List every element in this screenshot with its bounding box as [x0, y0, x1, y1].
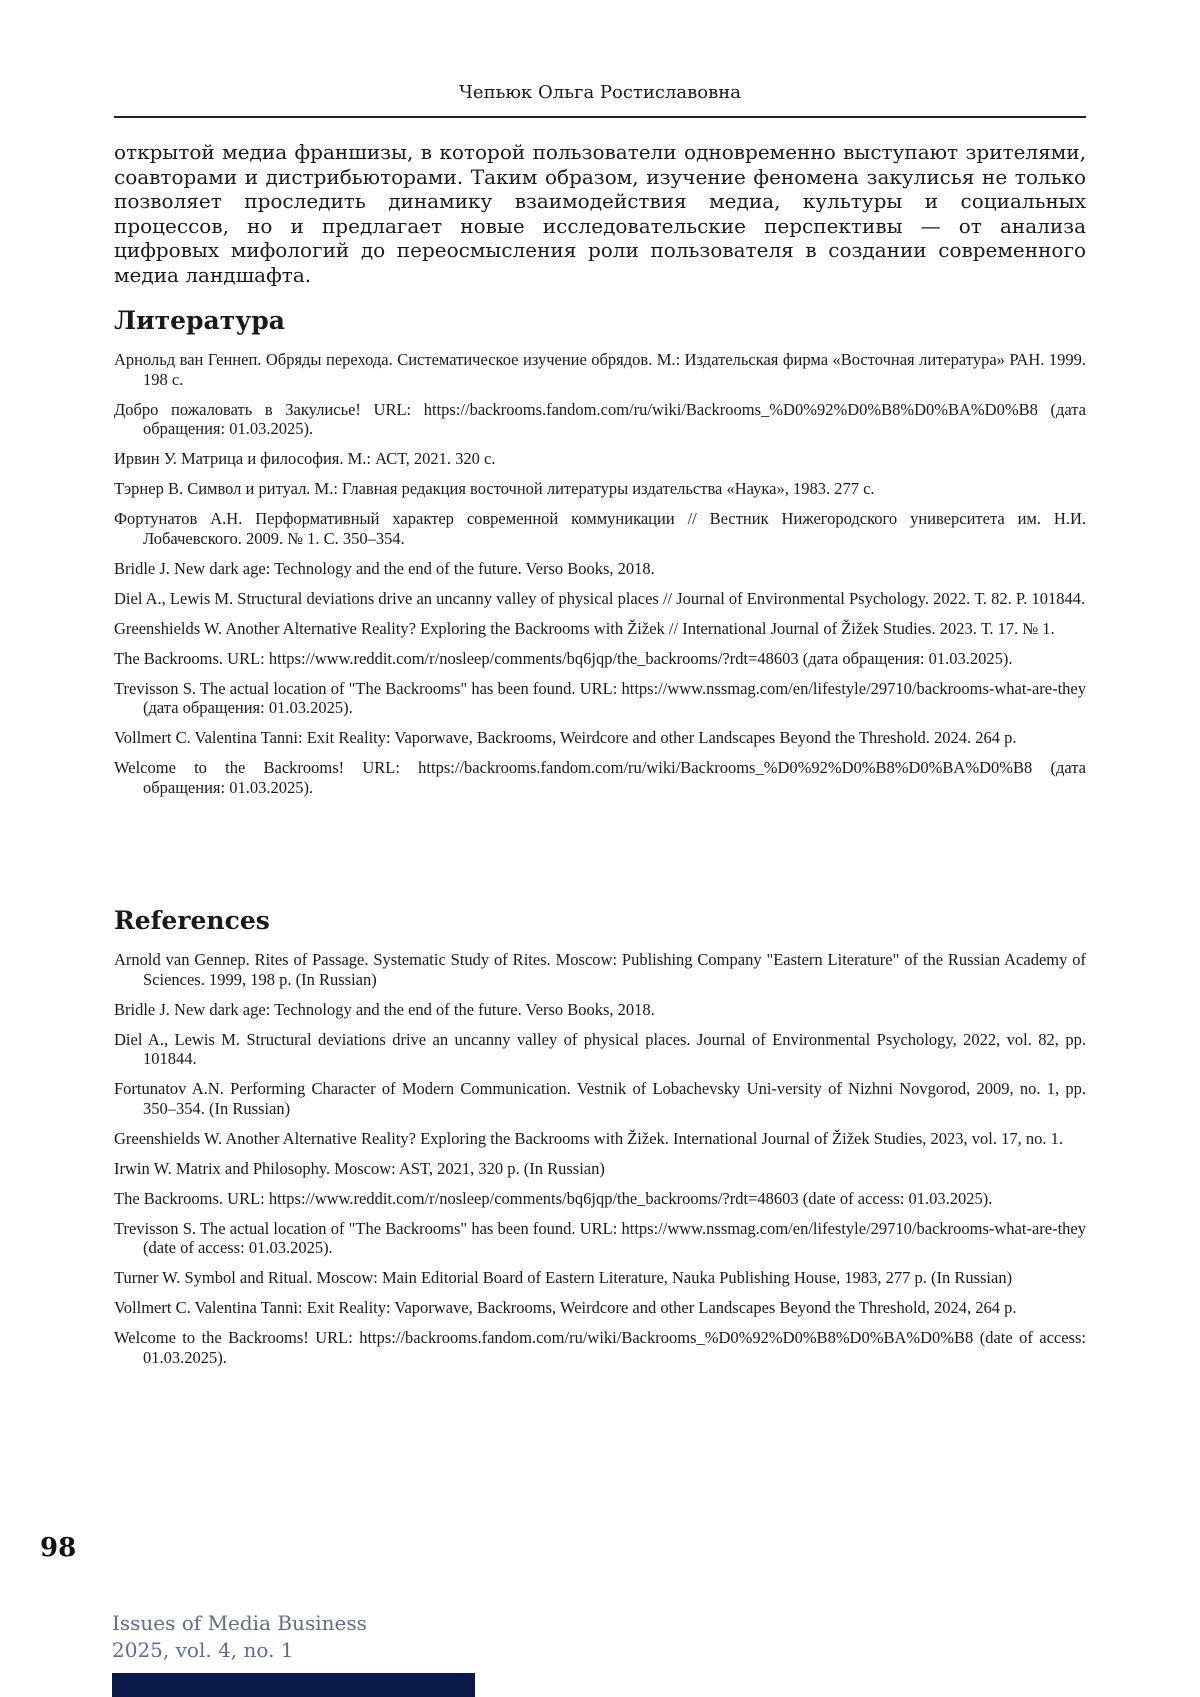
literature-item: Ирвин У. Матрица и философия. М.: АСТ, 2021. 320 с. [114, 449, 1086, 469]
journal-name: Issues of Media Business [112, 1611, 367, 1635]
reference-item: Turner W. Symbol and Ritual. Moscow: Main Editorial Board of Eastern Literature, Nauka Publishing House, 1983, 277 p. (In Russian) [114, 1268, 1086, 1288]
reference-item: Arnold van Gennep. Rites of Passage. Systematic Study of Rites. Moscow: Publishing Company "Eastern Literature" of the Russian Academy of Sciences. 1999, 198 p. (In Russian) [114, 950, 1086, 989]
reference-item: Welcome to the Backrooms! URL: https://backrooms.fandom.com/ru/wiki/Backrooms_%D0%92%D0%B8%D0%BA%D0%B8 (date of access: 01.03.2025). [114, 1328, 1086, 1367]
literature-item: Greenshields W. Another Alternative Reality? Exploring the Backrooms with Žižek // International Journal of Žižek Studies. 2023. Т. 17. № 1. [114, 619, 1086, 639]
literature-heading: Литература [114, 306, 1086, 335]
literature-item: Bridle J. New dark age: Technology and the end of the future. Verso Books, 2018. [114, 559, 1086, 579]
running-head-author: Чепьюк Ольга Ростиславовна [114, 82, 1086, 103]
literature-item: Фортунатов А.Н. Перформативный характер современной коммуникации // Вестник Нижегородского университета им. Н.И. Лобачевского. 2009. № 1. С. 350–354. [114, 509, 1086, 548]
header-rule [114, 116, 1086, 118]
literature-item: Vollmert C. Valentina Tanni: Exit Reality: Vaporwave, Backrooms, Weirdcore and other Landscapes Beyond the Threshold. 2024. 264 p. [114, 728, 1086, 748]
body-paragraph: открытой медиа франшизы, в которой пользователи одновременно выступают зрителями, соавторами и дистрибьюторами. Таким образом, изучение феномена закулисья не только позволяет проследить динамику взаимодействия медиа, культуры и социальных процессов, но и предлагает новые исследовательские перспективы — от анализа цифровых мифологий до переосмысления роли пользователя в создании современного медиа ландшафта. [114, 140, 1086, 288]
literature-item: Welcome to the Backrooms! URL: https://backrooms.fandom.com/ru/wiki/Backrooms_%D0%92%D0%B8%D0%BA%D0%B8 (дата обращения: 01.03.2025). [114, 758, 1086, 797]
reference-item: Irwin W. Matrix and Philosophy. Moscow: AST, 2021, 320 p. (In Russian) [114, 1159, 1086, 1179]
reference-item: Vollmert C. Valentina Tanni: Exit Reality: Vaporwave, Backrooms, Weirdcore and other Landscapes Beyond the Threshold, 2024, 264 p. [114, 1298, 1086, 1318]
literature-item: Добро пожаловать в Закулисье! URL: https://backrooms.fandom.com/ru/wiki/Backrooms_%D0%92%D0%B8%D0%BA%D0%B8 (дата обращения: 01.03.2025). [114, 400, 1086, 439]
footer-color-bar [112, 1673, 475, 1697]
literature-item: Diel A., Lewis M. Structural deviations drive an uncanny valley of physical places // Journal of Environmental Psychology. 2022. Т. 82. P. 101844. [114, 589, 1086, 609]
literature-item: Арнольд ван Геннеп. Обряды перехода. Систематическое изучение обрядов. М.: Издательская фирма «Восточная литература» РАН. 1999. 198 с. [114, 350, 1086, 389]
references-heading: References [114, 906, 1086, 935]
reference-item: Bridle J. New dark age: Technology and the end of the future. Verso Books, 2018. [114, 1000, 1086, 1020]
reference-item: The Backrooms. URL: https://www.reddit.com/r/nosleep/comments/bq6jqp/the_backrooms/?rdt=48603 (date of access: 01.03.2025). [114, 1189, 1086, 1209]
reference-item: Greenshields W. Another Alternative Reality? Exploring the Backrooms with Žižek. International Journal of Žižek Studies, 2023, vol. 17, no. 1. [114, 1129, 1086, 1149]
literature-item: Trevisson S. The actual location of "The Backrooms" has been found. URL: https://www.nssmag.com/en/lifestyle/29710/backrooms-what-are-they (дата обращения: 01.03.2025). [114, 679, 1086, 718]
literature-list [114, 350, 1086, 808]
journal-issue: 2025, vol. 4, no. 1 [112, 1638, 294, 1662]
reference-item: Diel A., Lewis M. Structural deviations drive an uncanny valley of physical places. Journal of Environmental Psychology, 2022, vol. 82, pp. 101844. [114, 1030, 1086, 1069]
reference-item: Trevisson S. The actual location of "The Backrooms" has been found. URL: https://www.nssmag.com/en/lifestyle/29710/backrooms-what-are-they (date of access: 01.03.2025). [114, 1219, 1086, 1258]
literature-item: Тэрнер В. Символ и ритуал. М.: Главная редакция восточной литературы издательства «Наука», 1983. 277 с. [114, 479, 1086, 499]
reference-item: Fortunatov A.N. Performing Character of Modern Communication. Vestnik of Lobachevsky Uni-versity of Nizhni Novgorod, 2009, no. 1, pp. 350–354. (In Russian) [114, 1079, 1086, 1118]
references-list [114, 950, 1086, 1378]
literature-item: The Backrooms. URL: https://www.reddit.com/r/nosleep/comments/bq6jqp/the_backrooms/?rdt=48603 (дата обращения: 01.03.2025). [114, 649, 1086, 669]
page-number: 98 [40, 1533, 76, 1563]
